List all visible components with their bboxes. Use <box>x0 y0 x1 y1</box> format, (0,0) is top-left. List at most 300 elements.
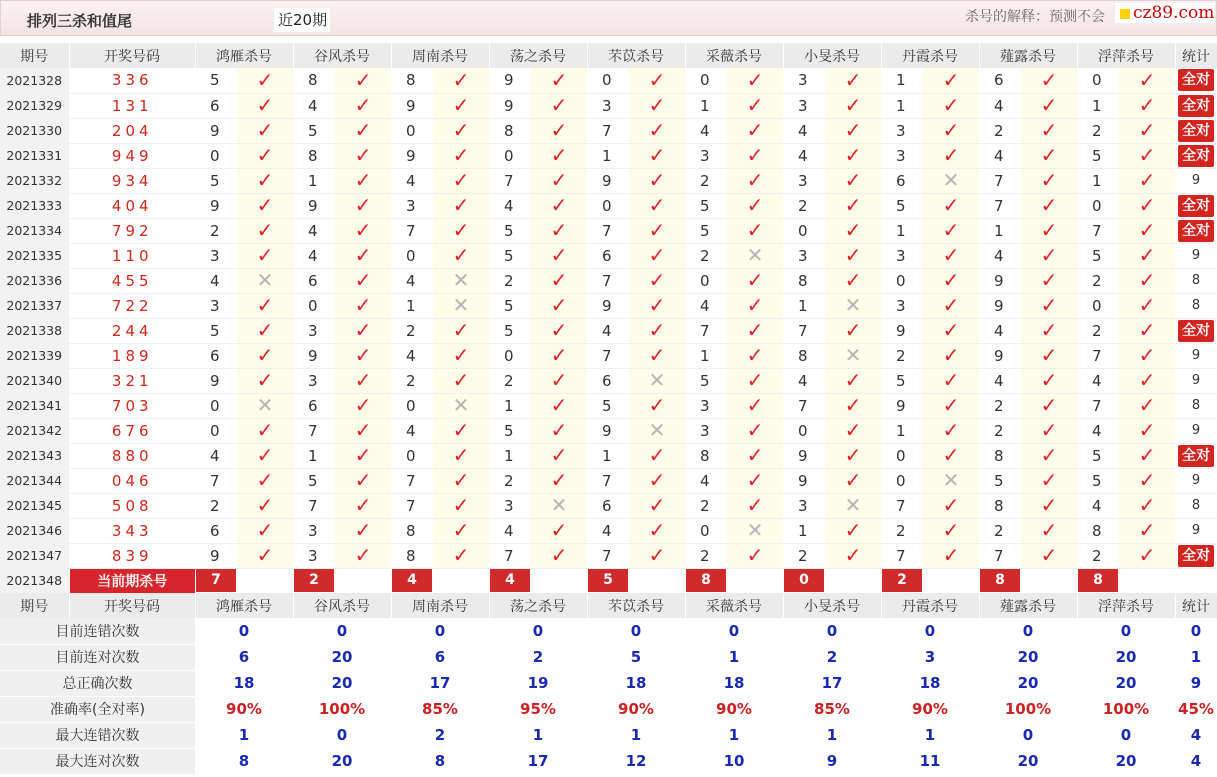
summary-value: 6 <box>391 644 489 670</box>
period-cell: 2021341 <box>0 393 69 418</box>
site-logo[interactable] <box>1114 2 1216 24</box>
col-expert-header[interactable]: 薤露杀号 <box>979 43 1077 68</box>
col-expert-header[interactable]: 小旻杀号 <box>783 593 881 618</box>
check-mark-icon: ✓ <box>942 268 960 292</box>
col-expert-header[interactable]: 谷风杀号 <box>293 593 391 618</box>
check-mark-icon: ✓ <box>256 143 274 167</box>
result-mark-cell <box>629 143 685 168</box>
result-mark-cell <box>923 218 979 243</box>
result-mark-cell <box>531 318 587 343</box>
summary-value: 2 <box>783 644 881 670</box>
col-expert-header[interactable]: 浮萍杀号 <box>1077 43 1175 68</box>
col-expert-header[interactable]: 荡之杀号 <box>489 593 587 618</box>
period-cell: 2021331 <box>0 143 69 168</box>
result-mark-cell <box>1119 468 1175 493</box>
kill-number-cell: 2 <box>1077 268 1119 293</box>
result-mark-cell <box>237 418 293 443</box>
check-mark-icon: ✓ <box>550 543 568 567</box>
summary-label: 目前连错次数 <box>0 618 195 644</box>
table-row <box>0 493 1217 518</box>
result-mark-cell <box>825 343 881 368</box>
result-mark-cell <box>629 193 685 218</box>
period-range-select[interactable]: 近20期 <box>273 7 331 33</box>
check-mark-icon: ✓ <box>452 168 470 192</box>
check-mark-icon: ✓ <box>550 343 568 367</box>
result-mark-cell <box>1021 68 1077 93</box>
stat-cell: 8 <box>1175 293 1217 318</box>
check-mark-icon: ✓ <box>550 268 568 292</box>
kill-number-cell: 2 <box>391 368 433 393</box>
check-mark-icon: ✓ <box>942 318 960 342</box>
result-mark-cell <box>433 418 489 443</box>
table-row <box>0 343 1217 368</box>
result-mark-cell <box>335 468 391 493</box>
kill-number-cell: 0 <box>391 118 433 143</box>
summary-value: 20 <box>293 748 391 774</box>
summary-value: 1 <box>195 722 293 748</box>
col-expert-header[interactable]: 薤露杀号 <box>979 593 1077 618</box>
result-mark-cell <box>923 268 979 293</box>
check-mark-icon: ✓ <box>1040 218 1058 242</box>
result-mark-cell <box>1119 543 1175 568</box>
period-cell: 2021338 <box>0 318 69 343</box>
check-mark-icon: ✓ <box>452 193 470 217</box>
check-mark-icon: ✓ <box>746 543 764 567</box>
check-mark-icon: ✓ <box>452 243 470 267</box>
summary-value: 8 <box>195 748 293 774</box>
result-mark-cell <box>531 543 587 568</box>
result-mark-cell <box>629 293 685 318</box>
check-mark-icon: ✓ <box>648 543 666 567</box>
check-mark-icon: ✓ <box>550 468 568 492</box>
result-mark-cell <box>335 443 391 468</box>
result-mark-cell <box>531 143 587 168</box>
kill-number-cell: 7 <box>783 393 825 418</box>
kill-number-cell: 2 <box>979 393 1021 418</box>
kill-number-cell: 6 <box>195 93 237 118</box>
result-mark-cell <box>433 268 489 293</box>
result-mark-cell <box>433 543 489 568</box>
check-mark-icon: ✓ <box>1138 218 1156 242</box>
explain-link[interactable]: 杀号的解释：预测不会 <box>965 9 1105 25</box>
check-mark-icon: ✓ <box>942 543 960 567</box>
kill-number-cell: 9 <box>587 293 629 318</box>
stat-cell <box>1175 68 1217 93</box>
result-mark-cell <box>531 118 587 143</box>
kill-number-cell: 3 <box>881 243 923 268</box>
check-mark-icon: ✓ <box>354 218 372 242</box>
result-mark-cell <box>825 293 881 318</box>
stat-cell <box>1175 318 1217 343</box>
check-mark-icon: ✓ <box>746 293 764 317</box>
check-mark-icon: ✓ <box>844 518 862 542</box>
kill-number-cell: 0 <box>587 193 629 218</box>
col-expert-header[interactable]: 芣苡杀号 <box>587 43 685 68</box>
check-mark-icon: ✓ <box>844 143 862 167</box>
kill-number-cell: 8 <box>783 343 825 368</box>
check-mark-icon: ✓ <box>746 218 764 242</box>
kill-number-cell: 2 <box>881 343 923 368</box>
kill-number-cell: 1 <box>293 443 335 468</box>
kill-number-cell: 9 <box>195 118 237 143</box>
draw-numbers-cell: 336 <box>69 68 195 93</box>
result-mark-cell <box>825 118 881 143</box>
kill-number-cell: 0 <box>391 393 433 418</box>
col-numbers-header: 开奖号码 <box>69 593 195 618</box>
summary-value: 90% <box>685 696 783 722</box>
check-mark-icon: ✓ <box>844 243 862 267</box>
period-cell: 2021330 <box>0 118 69 143</box>
result-mark-cell <box>531 393 587 418</box>
result-mark-cell <box>727 518 783 543</box>
result-mark-cell <box>237 368 293 393</box>
current-kill-cell <box>1077 568 1175 593</box>
period-cell: 2021339 <box>0 343 69 368</box>
current-kill-cell <box>783 568 881 593</box>
col-expert-header[interactable]: 周南杀号 <box>391 43 489 68</box>
result-mark-cell <box>727 68 783 93</box>
result-mark-cell <box>825 318 881 343</box>
kill-number-cell: 7 <box>587 268 629 293</box>
period-cell: 2021345 <box>0 493 69 518</box>
check-mark-icon: ✓ <box>746 143 764 167</box>
kill-number-cell: 3 <box>685 418 727 443</box>
kill-number-cell: 8 <box>783 268 825 293</box>
check-mark-icon: ✓ <box>452 543 470 567</box>
draw-numbers-cell: 703 <box>69 393 195 418</box>
kill-number-cell: 8 <box>391 68 433 93</box>
kill-number-cell: 4 <box>293 93 335 118</box>
result-mark-cell <box>825 268 881 293</box>
kill-number-cell: 1 <box>685 93 727 118</box>
summary-value: 6 <box>195 644 293 670</box>
cross-mark-icon: ✕ <box>550 493 568 517</box>
table-header-row <box>0 43 1217 68</box>
summary-value: 18 <box>587 670 685 696</box>
stat-cell: 8 <box>1175 493 1217 518</box>
result-mark-cell <box>923 543 979 568</box>
summary-value: 20 <box>293 670 391 696</box>
kill-number-cell: 1 <box>881 93 923 118</box>
stat-cell: 8 <box>1175 268 1217 293</box>
col-expert-header[interactable]: 周南杀号 <box>391 593 489 618</box>
check-mark-icon: ✓ <box>1138 243 1156 267</box>
result-mark-cell <box>433 218 489 243</box>
result-mark-cell <box>237 493 293 518</box>
check-mark-icon: ✓ <box>354 543 372 567</box>
check-mark-icon: ✓ <box>354 368 372 392</box>
col-expert-header[interactable]: 丹霞杀号 <box>881 593 979 618</box>
result-mark-cell <box>531 368 587 393</box>
check-mark-icon: ✓ <box>746 193 764 217</box>
check-mark-icon: ✓ <box>550 368 568 392</box>
result-mark-cell <box>1021 468 1077 493</box>
result-mark-cell <box>825 143 881 168</box>
result-mark-cell <box>237 118 293 143</box>
kill-number-cell: 6 <box>881 168 923 193</box>
kill-number-cell: 9 <box>979 343 1021 368</box>
table-row <box>0 293 1217 318</box>
col-expert-header[interactable]: 小旻杀号 <box>783 43 881 68</box>
kill-number-cell: 4 <box>783 143 825 168</box>
check-mark-icon: ✓ <box>746 118 764 142</box>
check-mark-icon: ✓ <box>354 93 372 117</box>
period-cell: 2021340 <box>0 368 69 393</box>
kill-number-cell: 0 <box>391 443 433 468</box>
kill-number-cell: 7 <box>195 468 237 493</box>
result-mark-cell <box>335 168 391 193</box>
result-mark-cell <box>727 343 783 368</box>
kill-number-cell: 3 <box>685 393 727 418</box>
result-mark-cell <box>1119 243 1175 268</box>
check-mark-icon: ✓ <box>1040 243 1058 267</box>
col-period-header: 期号 <box>0 43 69 68</box>
check-mark-icon: ✓ <box>256 493 274 517</box>
check-mark-icon: ✓ <box>942 93 960 117</box>
kill-number-cell: 0 <box>195 393 237 418</box>
check-mark-icon: ✓ <box>648 293 666 317</box>
result-mark-cell <box>335 93 391 118</box>
kill-number-cell: 4 <box>587 518 629 543</box>
kill-number-cell: 9 <box>195 543 237 568</box>
table-row <box>0 443 1217 468</box>
current-kill-cell <box>881 568 979 593</box>
kill-number-cell: 0 <box>587 68 629 93</box>
kill-number-cell: 9 <box>489 68 531 93</box>
col-expert-header[interactable]: 浮萍杀号 <box>1077 593 1175 618</box>
period-cell: 2021329 <box>0 93 69 118</box>
check-mark-icon: ✓ <box>942 518 960 542</box>
result-mark-cell <box>1119 443 1175 468</box>
kill-number-cell: 1 <box>783 518 825 543</box>
result-mark-cell <box>335 368 391 393</box>
result-mark-cell <box>727 118 783 143</box>
kill-number-cell: 8 <box>391 543 433 568</box>
all-correct-badge: 全对 <box>1178 220 1214 242</box>
result-mark-cell <box>237 218 293 243</box>
kill-number-cell: 5 <box>195 318 237 343</box>
check-mark-icon: ✓ <box>942 143 960 167</box>
kill-number-cell: 1 <box>1077 168 1119 193</box>
check-mark-icon: ✓ <box>550 143 568 167</box>
result-mark-cell <box>825 443 881 468</box>
current-kill-box: 8 <box>980 569 1020 592</box>
check-mark-icon: ✓ <box>942 493 960 517</box>
col-stat-header: 统计 <box>1175 43 1217 68</box>
result-mark-cell <box>727 168 783 193</box>
kill-number-cell: 2 <box>783 543 825 568</box>
check-mark-icon: ✓ <box>1138 543 1156 567</box>
col-expert-header[interactable]: 采薇杀号 <box>685 43 783 68</box>
all-correct-badge: 全对 <box>1178 145 1214 167</box>
draw-numbers-cell: 046 <box>69 468 195 493</box>
check-mark-icon: ✓ <box>648 493 666 517</box>
result-mark-cell <box>1021 518 1077 543</box>
check-mark-icon: ✓ <box>256 543 274 567</box>
draw-numbers-cell: 189 <box>69 343 195 368</box>
check-mark-icon: ✓ <box>1138 368 1156 392</box>
result-mark-cell <box>433 368 489 393</box>
summary-value: 0 <box>293 722 391 748</box>
col-expert-header[interactable]: 谷风杀号 <box>293 43 391 68</box>
kill-number-cell: 7 <box>979 543 1021 568</box>
draw-numbers-cell: 131 <box>69 93 195 118</box>
cross-mark-icon: ✕ <box>648 368 666 392</box>
stat-cell: 9 <box>1175 518 1217 543</box>
kill-number-cell: 2 <box>1077 543 1119 568</box>
result-mark-cell <box>433 393 489 418</box>
col-expert-header[interactable]: 采薇杀号 <box>685 593 783 618</box>
kill-number-cell: 4 <box>979 243 1021 268</box>
result-mark-cell <box>237 543 293 568</box>
result-mark-cell <box>923 493 979 518</box>
col-expert-header[interactable]: 鸿雁杀号 <box>195 593 293 618</box>
result-mark-cell <box>825 418 881 443</box>
check-mark-icon: ✓ <box>550 218 568 242</box>
period-cell: 2021347 <box>0 543 69 568</box>
kill-number-cell: 0 <box>489 343 531 368</box>
result-mark-cell <box>923 318 979 343</box>
kill-number-cell: 5 <box>587 393 629 418</box>
result-mark-cell <box>531 218 587 243</box>
result-mark-cell <box>923 118 979 143</box>
col-expert-header[interactable]: 鸿雁杀号 <box>195 43 293 68</box>
kill-number-cell: 8 <box>1077 518 1119 543</box>
summary-row <box>0 748 1217 774</box>
result-mark-cell <box>727 543 783 568</box>
draw-numbers-cell: 404 <box>69 193 195 218</box>
cross-mark-icon: ✕ <box>844 293 862 317</box>
kill-number-cell: 8 <box>293 143 335 168</box>
result-mark-cell <box>629 543 685 568</box>
kill-number-cell: 7 <box>587 543 629 568</box>
check-mark-icon: ✓ <box>550 518 568 542</box>
kill-number-cell: 3 <box>293 518 335 543</box>
check-mark-icon: ✓ <box>1040 168 1058 192</box>
check-mark-icon: ✓ <box>844 468 862 492</box>
kill-number-cell: 9 <box>195 368 237 393</box>
current-kill-cell <box>979 568 1077 593</box>
result-mark-cell <box>1021 268 1077 293</box>
result-mark-cell <box>727 493 783 518</box>
result-mark-cell <box>531 443 587 468</box>
stat-cell: 9 <box>1175 343 1217 368</box>
current-kill-label: 当前期杀号 <box>69 568 195 593</box>
summary-label: 最大连对次数 <box>0 748 195 774</box>
col-expert-header[interactable]: 丹霞杀号 <box>881 43 979 68</box>
result-mark-cell <box>335 268 391 293</box>
kill-number-cell: 0 <box>881 268 923 293</box>
kill-number-cell: 0 <box>783 218 825 243</box>
kill-number-cell: 6 <box>293 268 335 293</box>
result-mark-cell <box>531 243 587 268</box>
result-mark-cell <box>237 293 293 318</box>
result-mark-cell <box>825 93 881 118</box>
kill-number-cell: 4 <box>783 118 825 143</box>
table-row <box>0 318 1217 343</box>
check-mark-icon: ✓ <box>648 118 666 142</box>
result-mark-cell <box>923 293 979 318</box>
result-mark-cell <box>335 418 391 443</box>
current-kill-box: 8 <box>686 569 726 592</box>
result-mark-cell <box>1021 218 1077 243</box>
check-mark-icon: ✓ <box>1138 193 1156 217</box>
check-mark-icon: ✓ <box>942 393 960 417</box>
result-mark-cell <box>237 393 293 418</box>
check-mark-icon: ✓ <box>1138 168 1156 192</box>
check-mark-icon: ✓ <box>354 268 372 292</box>
kill-number-cell: 1 <box>783 293 825 318</box>
draw-numbers-cell: 204 <box>69 118 195 143</box>
result-mark-cell <box>629 468 685 493</box>
summary-row <box>0 618 1217 644</box>
draw-numbers-cell: 455 <box>69 268 195 293</box>
kill-number-cell: 2 <box>979 418 1021 443</box>
check-mark-icon: ✓ <box>1040 93 1058 117</box>
col-expert-header[interactable]: 芣苡杀号 <box>587 593 685 618</box>
result-mark-cell <box>1119 343 1175 368</box>
check-mark-icon: ✓ <box>256 118 274 142</box>
kill-number-cell: 7 <box>293 418 335 443</box>
check-mark-icon: ✓ <box>648 468 666 492</box>
kill-number-cell: 1 <box>587 443 629 468</box>
result-mark-cell <box>1021 393 1077 418</box>
summary-value: 90% <box>587 696 685 722</box>
period-cell: 2021342 <box>0 418 69 443</box>
current-kill-cell <box>391 568 489 593</box>
result-mark-cell <box>1021 193 1077 218</box>
result-mark-cell <box>1021 368 1077 393</box>
cross-mark-icon: ✕ <box>256 268 274 292</box>
check-mark-icon: ✓ <box>550 193 568 217</box>
kill-number-cell: 2 <box>489 368 531 393</box>
draw-numbers-cell: 244 <box>69 318 195 343</box>
stat-cell: 9 <box>1175 168 1217 193</box>
check-mark-icon: ✓ <box>844 443 862 467</box>
result-mark-cell <box>825 218 881 243</box>
result-mark-cell <box>923 343 979 368</box>
kill-number-cell: 0 <box>685 268 727 293</box>
kill-number-cell: 7 <box>391 468 433 493</box>
result-mark-cell <box>923 418 979 443</box>
result-mark-cell <box>727 468 783 493</box>
check-mark-icon: ✓ <box>648 193 666 217</box>
check-mark-icon: ✓ <box>648 443 666 467</box>
result-mark-cell <box>237 143 293 168</box>
kill-number-cell: 1 <box>881 418 923 443</box>
kill-number-cell: 0 <box>685 518 727 543</box>
current-kill-cell <box>195 568 293 593</box>
check-mark-icon: ✓ <box>256 418 274 442</box>
kill-number-cell: 5 <box>881 193 923 218</box>
summary-value: 18 <box>685 670 783 696</box>
draw-numbers-cell: 934 <box>69 168 195 193</box>
summary-value: 0 <box>195 618 293 644</box>
result-mark-cell <box>923 68 979 93</box>
kill-number-cell: 9 <box>881 318 923 343</box>
check-mark-icon: ✓ <box>256 318 274 342</box>
check-mark-icon: ✓ <box>550 93 568 117</box>
result-mark-cell <box>531 293 587 318</box>
result-mark-cell <box>923 468 979 493</box>
result-mark-cell <box>237 468 293 493</box>
result-mark-cell <box>237 93 293 118</box>
kill-number-cell: 5 <box>1077 143 1119 168</box>
all-correct-badge: 全对 <box>1178 545 1214 567</box>
col-expert-header[interactable]: 荡之杀号 <box>489 43 587 68</box>
result-mark-cell <box>825 243 881 268</box>
result-mark-cell <box>1119 68 1175 93</box>
